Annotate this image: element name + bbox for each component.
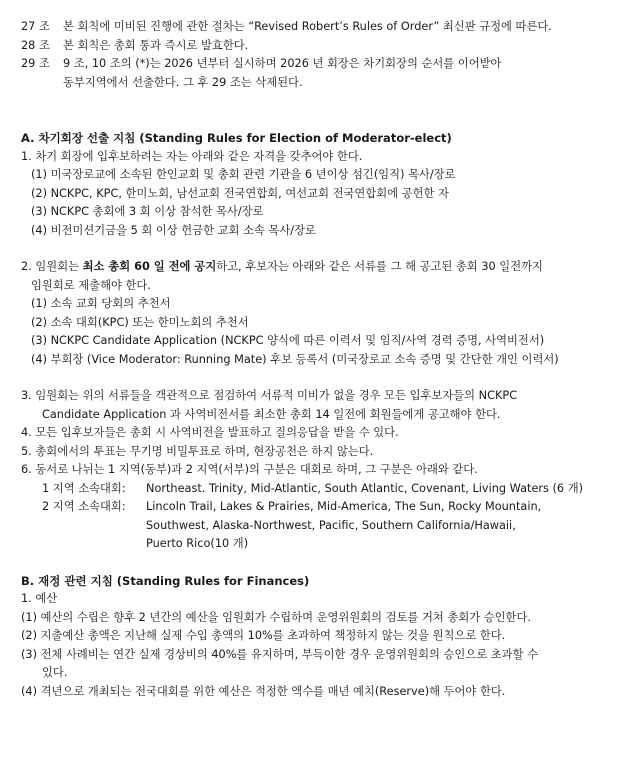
section-a-item-2-continuation: 임원회로 제출해야 한다. bbox=[31, 278, 151, 292]
article-28 bbox=[21, 37, 621, 56]
article-text: 9 조, 10 조의 (*)는 2026 년부터 실시하며 2026 년 회장은 차기회장의 순서를 이어받아 bbox=[63, 57, 502, 70]
budget-rule: (2) 지출예산 총액은 지난해 실제 수입 총액의 10%를 초과하여 책정하지 않는 것을 원칙으로 한다. bbox=[21, 629, 506, 642]
article-number: 29 조 bbox=[21, 57, 50, 70]
region-2 bbox=[21, 498, 621, 517]
section-a-item-4: 4. 모든 입후보자들은 총회 시 사역비전을 발표하고 질의응답을 받을 수 있다. bbox=[21, 426, 399, 439]
article-29-continuation: 동부지역에서 선출한다. 그 후 29 조는 삭제된다. bbox=[63, 75, 303, 89]
item-2-suffix: 하고, 후보자는 아래와 같은 서류를 그 해 공고된 총회 30 일전까지 bbox=[216, 260, 543, 273]
section-a-item-1: 1. 차기 회장에 입후보하려는 자는 아래와 같은 자격을 갖추어야 한다. bbox=[21, 149, 363, 163]
article-text: 본 회칙은 총회 통과 즉시로 발효한다. bbox=[63, 38, 249, 52]
article-27 bbox=[21, 18, 621, 37]
section-b-item-1: 1. 예산 bbox=[21, 592, 58, 605]
document-item: (4) 부회장 (Vice Moderator: Running Mate) 후보 등록서 (미국장로교 소속 증명 및 간단한 개인 이력서) bbox=[31, 352, 559, 366]
section-a-item-3-continuation: Candidate Application 과 사역비전서를 최소한 총회 14 일전에 회원들에게 공고해야 한다. bbox=[42, 407, 501, 421]
region-2-label: 2 지역 소속대회: bbox=[42, 500, 126, 513]
qualification-item: (3) NCKPC 총회에 3 회 이상 참석한 목사/장로 bbox=[31, 205, 264, 218]
section-a-item-5: 5. 총회에서의 투표는 무기명 비밀투표로 하며, 현장공천은 하지 않는다. bbox=[21, 444, 374, 458]
qualification-item: (1) 미국장로교에 소속된 한인교회 및 총회 관련 기관을 6 년이상 섬긴(임직) 목사/장로 bbox=[31, 168, 456, 181]
item-2-emphasis: 최소 총회 60 일 전에 공지 bbox=[82, 260, 217, 273]
region-1-label: 1 지역 소속대회: bbox=[42, 481, 126, 495]
article-number: 27 조 bbox=[21, 20, 50, 33]
budget-rule-continuation: 있다. bbox=[42, 666, 68, 679]
section-a-heading: A. 차기회장 선출 지침 (Standing Rules for Election of Moderator-elect) bbox=[21, 131, 452, 145]
budget-rule: (3) 전체 사례비는 연간 실제 경상비의 40%를 유지하며, 부득이한 경우 운영위원회의 승인으로 초과할 수 bbox=[21, 647, 538, 661]
document-item: (1) 소속 교회 당회의 추천서 bbox=[31, 297, 171, 310]
budget-rule: (1) 예산의 수립은 향후 2 년간의 예산을 임원회가 수립하며 운영위원회의 검토를 거쳐 총회가 승인한다. bbox=[21, 610, 531, 624]
section-a-item-2 bbox=[21, 258, 621, 277]
qualification-item: (2) NCKPC, KPC, 한미노회, 남선교회 전국연합회, 여선교회 전국연합회에 공헌한 자 bbox=[31, 186, 449, 200]
qualification-item: (4) 비전미션기금을 5 회 이상 헌금한 교회 소속 목사/장로 bbox=[31, 223, 316, 237]
article-text: 본 회칙에 미비된 진행에 관한 절차는 “Revised Robert’s Rules of Order” 최신판 규정에 따른다. bbox=[63, 20, 552, 33]
region-2-synods-continued: Southwest, Alaska-Northwest, Pacific, Southern California/Hawaii, bbox=[146, 518, 516, 532]
budget-rule: (4) 격년으로 개최되는 전국대회를 위한 예산은 적정한 액수를 매년 예치(Reserve)해 두어야 한다. bbox=[21, 684, 506, 698]
section-a-item-6: 6. 동서로 나뉘는 1 지역(동부)과 2 지역(서부)의 구분은 대회로 하며, 그 구분은 아래와 같다. bbox=[21, 463, 478, 476]
region-1 bbox=[21, 480, 621, 499]
article-29 bbox=[21, 55, 621, 74]
article-number: 28 조 bbox=[21, 38, 50, 52]
document-item: (2) 소속 대회(KPC) 또는 한미노회의 추천서 bbox=[31, 315, 249, 329]
region-2-synods-continued: Puerto Rico(10 개) bbox=[146, 537, 249, 550]
document-item: (3) NCKPC Candidate Application (NCKPC 양식에 따른 이력서 및 임직/사역 경력 증명, 사역비전서) bbox=[31, 334, 545, 347]
section-a-item-3: 3. 임원회는 위의 서류들을 객관적으로 점검하여 서류적 미비가 없을 경우 모든 입후보자들의 NCKPC bbox=[21, 389, 518, 402]
section-b-heading: B. 재정 관련 지침 (Standing Rules for Finances) bbox=[21, 573, 310, 588]
item-2-prefix: 2. 임원회는 bbox=[21, 260, 83, 273]
region-2-synods: Lincoln Trail, Lakes & Prairies, Mid-America, The Sun, Rocky Mountain, bbox=[146, 500, 542, 513]
region-1-synods: Northeast. Trinity, Mid-Atlantic, South Atlantic, Covenant, Living Waters (6 개) bbox=[146, 481, 584, 495]
